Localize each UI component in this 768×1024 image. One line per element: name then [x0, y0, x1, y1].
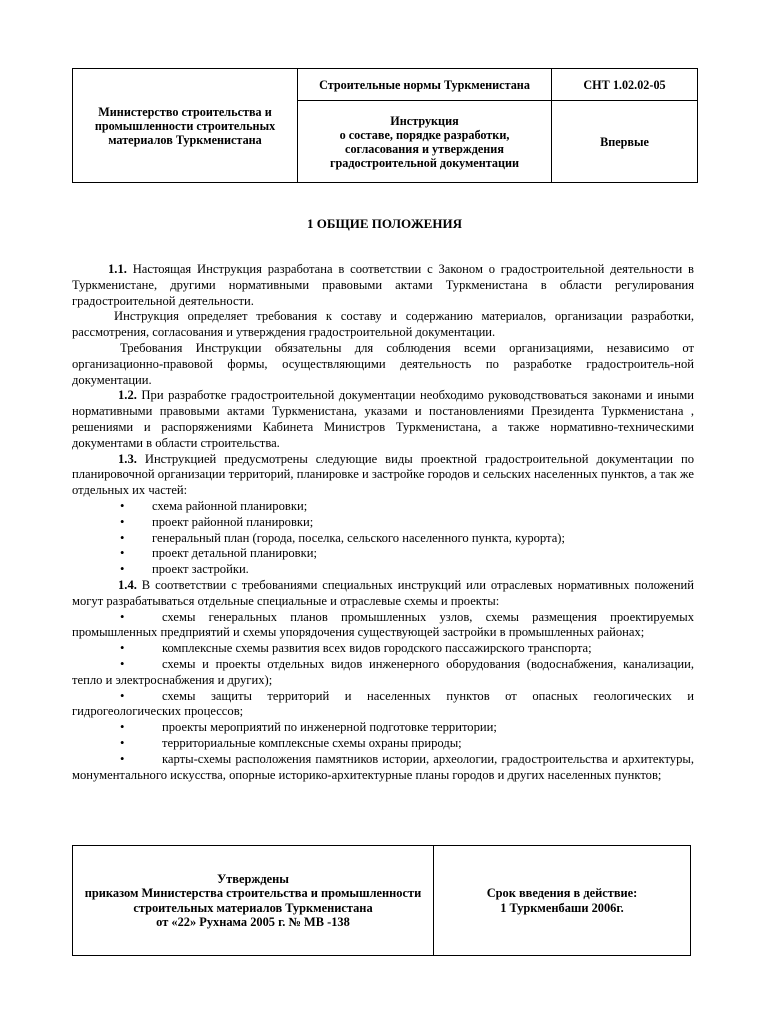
body-text	[72, 262, 694, 783]
bullet-icon: •	[120, 641, 125, 656]
list-item	[72, 546, 694, 562]
clause-number: 1.4.	[118, 577, 137, 592]
list-item-text: проект районной планировки;	[152, 514, 314, 529]
ministry-cell: Министерство строительства и промышленности строительных материалов Туркменистана	[73, 69, 298, 183]
bullet-icon: •	[120, 514, 125, 529]
list-item-text: комплексные схемы развития всех видов городского пассажирского транспорта;	[162, 641, 592, 656]
paragraph-1-3	[72, 452, 694, 499]
bullet-icon: •	[120, 562, 125, 577]
header-table	[72, 68, 698, 183]
norms-title-cell: Строительные нормы Туркменистана	[298, 69, 552, 101]
list-item-text: территориальные комплексные схемы охраны природы;	[162, 735, 462, 750]
list-item-text: схемы генеральных планов промышленных узлов, схемы размещения проектируемых промышленных предприятий и схемы упорядочения существующей застройки в промышленных районах;	[72, 609, 694, 640]
clause-number: 1.3.	[118, 451, 137, 466]
section-title: 1 ОБЩИЕ ПОЛОЖЕНИЯ	[307, 216, 462, 231]
paragraph-3: Требования Инструкции обязательны для соблюдения всеми организациями, независимо от организационно-правовой формы, осуществляющими деятельность по разработке градостроитель-ной документации.	[72, 340, 694, 387]
list-item-text: проект застройки.	[152, 562, 249, 577]
paragraph-text: Инструкцией предусмотрены следующие виды проектной градостроительной документации по планировочной организации территорий, планировке и застройке городов и сельских населенных пунктов, а так же отдельных их частей:	[72, 451, 694, 498]
list-plan-types	[72, 499, 694, 578]
clause-number: 1.1.	[108, 262, 127, 276]
list-item	[72, 499, 694, 515]
list-item-text: схема районной планировки;	[152, 498, 308, 513]
bullet-icon: •	[120, 546, 125, 561]
approval-table	[72, 845, 691, 956]
doc-title-cell: Инструкция о составе, порядке разработки, согласования и утверждения градостроительной документации	[298, 101, 552, 183]
paragraph-1-1	[72, 262, 694, 309]
list-item	[72, 736, 694, 752]
list-item	[72, 641, 694, 657]
bullet-icon: •	[120, 656, 125, 671]
list-item-text: карты-схемы расположения памятников истории, археологии, градостроительства и архитектуры, монументального искусства, опорные историко-архитектурные планы городов и других населенных пунктов;	[72, 751, 694, 782]
list-item	[72, 610, 694, 642]
list-item-text: генеральный план (города, поселка, сельского населенного пункта, курорта);	[152, 530, 565, 545]
list-item-text: проект детальной планировки;	[152, 546, 317, 561]
bullet-icon: •	[120, 498, 125, 513]
list-item	[72, 689, 694, 721]
paragraph-1-4	[72, 578, 694, 610]
list-special-schemes	[72, 610, 694, 784]
clause-number: 1.2.	[118, 388, 137, 403]
bullet-icon: •	[120, 530, 125, 545]
list-item	[72, 515, 694, 531]
paragraph-2: Инструкция определяет требования к составу и содержанию материалов, организации разработки, рассмотрения, согласования и утверждения градостроительной документации.	[72, 309, 694, 340]
list-item-text: схемы и проекты отдельных видов инженерного оборудования (водоснабжения, канализации, тепло и электроснабжения и других);	[72, 656, 694, 687]
list-item-text: схемы защиты территорий и населенных пунктов от опасных геологических и гидрогеологических процессов;	[72, 688, 694, 719]
paragraph-text: В соответствии с требованиями специальных инструкций или отраслевых нормативных положений могут разрабатываться отдельные специальные и отраслевые схемы и проекты:	[72, 577, 694, 608]
bullet-icon: •	[120, 735, 125, 750]
list-item	[72, 752, 694, 784]
effective-date-cell: Срок введения в действие: 1 Туркменбаши 2006г.	[434, 846, 691, 956]
paragraph-text: Настоящая Инструкция разработана в соответствии с Законом о градостроительной деятельности в Туркменистане, другими нормативными правовыми актами Туркменистана в области регулирования градостроительной деятельности.	[72, 262, 694, 308]
list-item-text: проекты мероприятий по инженерной подготовке территории;	[162, 720, 497, 735]
list-item	[72, 720, 694, 736]
list-item	[72, 531, 694, 547]
code-cell: СНТ 1.02.02-05	[552, 69, 698, 101]
paragraph-text: При разработке градостроительной документации необходимо руководствоваться законами и иными нормативными правовыми актами Туркменистана, указами и постановлениями Президента Туркменистана , решениями и распоряжениями Кабинета Министров Туркменистана, а также нормативно-техническими документами в области строительства.	[72, 388, 694, 450]
bullet-icon: •	[120, 609, 125, 624]
bullet-icon: •	[120, 751, 125, 766]
status-cell: Впервые	[552, 101, 698, 183]
bullet-icon: •	[120, 720, 125, 735]
list-item	[72, 562, 694, 578]
approval-cell: Утверждены приказом Министерства строительства и промышленности строительных материалов Туркменистана от «22» Рухнама 2005 г. № МВ -138	[73, 846, 434, 956]
bullet-icon: •	[120, 688, 125, 703]
list-item	[72, 657, 694, 689]
paragraph-1-2	[72, 388, 694, 451]
